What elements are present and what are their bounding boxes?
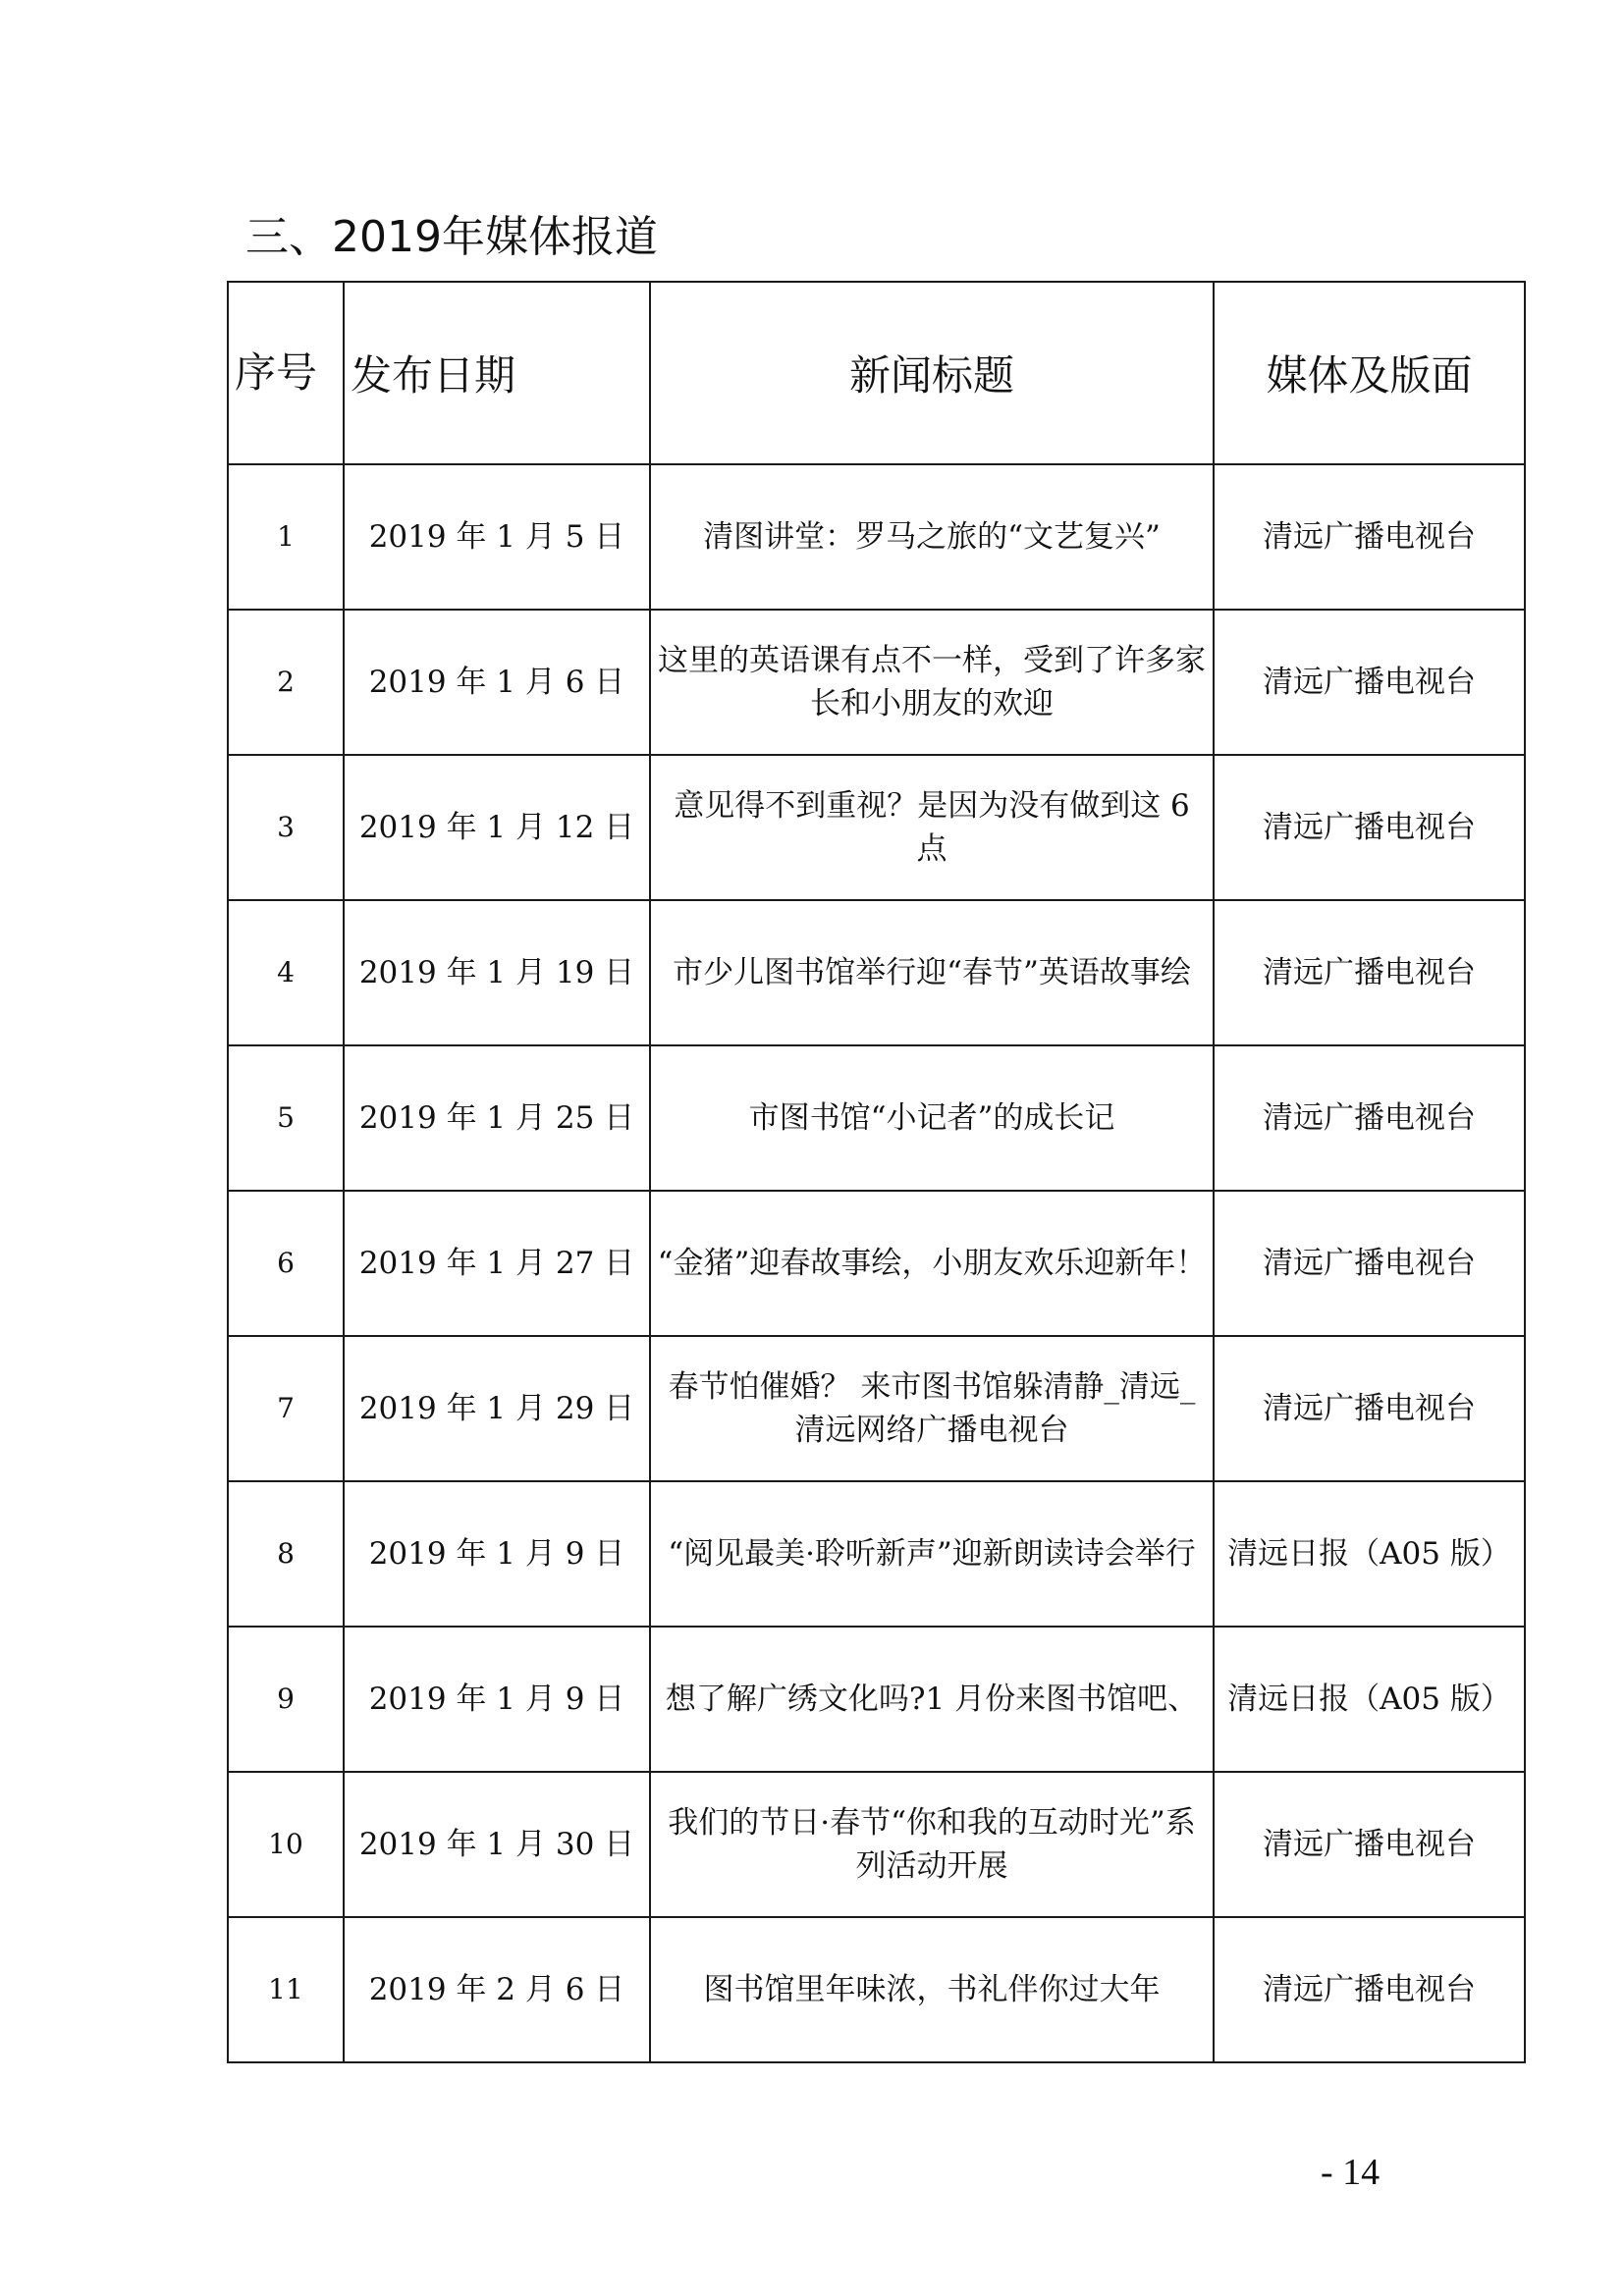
- header-title: 新闻标题: [650, 282, 1214, 464]
- row-media: 清远广播电视台: [1214, 1045, 1525, 1191]
- table-row: [228, 1336, 1525, 1481]
- row-seq: 11: [228, 1917, 344, 2062]
- row-date: 2019 年 1 月 12 日: [344, 755, 650, 900]
- page-number: - 14: [1321, 2152, 1380, 2193]
- row-title: 我们的节日·春节“你和我的互动时光”系列活动开展: [650, 1772, 1214, 1917]
- row-date: 2019 年 1 月 30 日: [344, 1772, 650, 1917]
- table-row: [228, 1481, 1525, 1627]
- row-title: 图书馆里年味浓，书礼伴你过大年: [650, 1917, 1214, 2062]
- table-row: [228, 1772, 1525, 1917]
- row-title: 春节怕催婚？ 来市图书馆躲清静_清远_清远网络广播电视台: [650, 1336, 1214, 1481]
- row-title: 想了解广绣文化吗?1 月份来图书馆吧、: [650, 1627, 1214, 1772]
- table-row: [228, 755, 1525, 900]
- row-media: 清远广播电视台: [1214, 1191, 1525, 1336]
- row-media: 清远广播电视台: [1214, 1917, 1525, 2062]
- row-title: 市少儿图书馆举行迎“春节”英语故事绘: [650, 900, 1214, 1045]
- row-seq: 7: [228, 1336, 344, 1481]
- row-date: 2019 年 1 月 27 日: [344, 1191, 650, 1336]
- row-seq: 4: [228, 900, 344, 1045]
- row-date: 2019 年 1 月 6 日: [344, 610, 650, 755]
- table-row: [228, 1627, 1525, 1772]
- row-seq: 2: [228, 610, 344, 755]
- table-row: [228, 1191, 1525, 1336]
- row-seq: 6: [228, 1191, 344, 1336]
- row-date: 2019 年 1 月 5 日: [344, 464, 650, 610]
- row-media: 清远广播电视台: [1214, 610, 1525, 755]
- row-date: 2019 年 2 月 6 日: [344, 1917, 650, 2062]
- row-title: 市图书馆“小记者”的成长记: [650, 1045, 1214, 1191]
- row-date: 2019 年 1 月 9 日: [344, 1481, 650, 1627]
- header-date: 发布日期: [344, 282, 650, 464]
- table-row: [228, 464, 1525, 610]
- table-row: [228, 1917, 1525, 2062]
- row-title: 这里的英语课有点不一样，受到了许多家长和小朋友的欢迎: [650, 610, 1214, 755]
- row-title: 意见得不到重视？是因为没有做到这 6 点: [650, 755, 1214, 900]
- section-heading: 三、2019年媒体报道: [245, 212, 658, 262]
- row-seq: 1: [228, 464, 344, 610]
- row-media: 清远广播电视台: [1214, 1336, 1525, 1481]
- row-title: “阅见最美·聆听新声”迎新朗读诗会举行: [650, 1481, 1214, 1627]
- row-media: 清远日报（A05 版）: [1214, 1627, 1525, 1772]
- row-media: 清远广播电视台: [1214, 464, 1525, 610]
- row-media: 清远广播电视台: [1214, 755, 1525, 900]
- row-media: 清远广播电视台: [1214, 1772, 1525, 1917]
- table-header-row: [228, 282, 1525, 464]
- table-row: [228, 610, 1525, 755]
- row-date: 2019 年 1 月 25 日: [344, 1045, 650, 1191]
- row-seq: 5: [228, 1045, 344, 1191]
- row-seq: 10: [228, 1772, 344, 1917]
- row-date: 2019 年 1 月 9 日: [344, 1627, 650, 1772]
- table-row: [228, 1045, 1525, 1191]
- header-seq: 序号: [228, 282, 344, 464]
- row-seq: 9: [228, 1627, 344, 1772]
- row-date: 2019 年 1 月 29 日: [344, 1336, 650, 1481]
- header-media: 媒体及版面: [1214, 282, 1525, 464]
- table-body: [228, 464, 1525, 2062]
- media-report-table: [227, 281, 1526, 2063]
- table-row: [228, 900, 1525, 1045]
- row-title: 清图讲堂：罗马之旅的“文艺复兴”: [650, 464, 1214, 610]
- row-title: “金猪”迎春故事绘，小朋友欢乐迎新年！: [650, 1191, 1214, 1336]
- row-media: 清远日报（A05 版）: [1214, 1481, 1525, 1627]
- row-seq: 3: [228, 755, 344, 900]
- row-media: 清远广播电视台: [1214, 900, 1525, 1045]
- row-seq: 8: [228, 1481, 344, 1627]
- row-date: 2019 年 1 月 19 日: [344, 900, 650, 1045]
